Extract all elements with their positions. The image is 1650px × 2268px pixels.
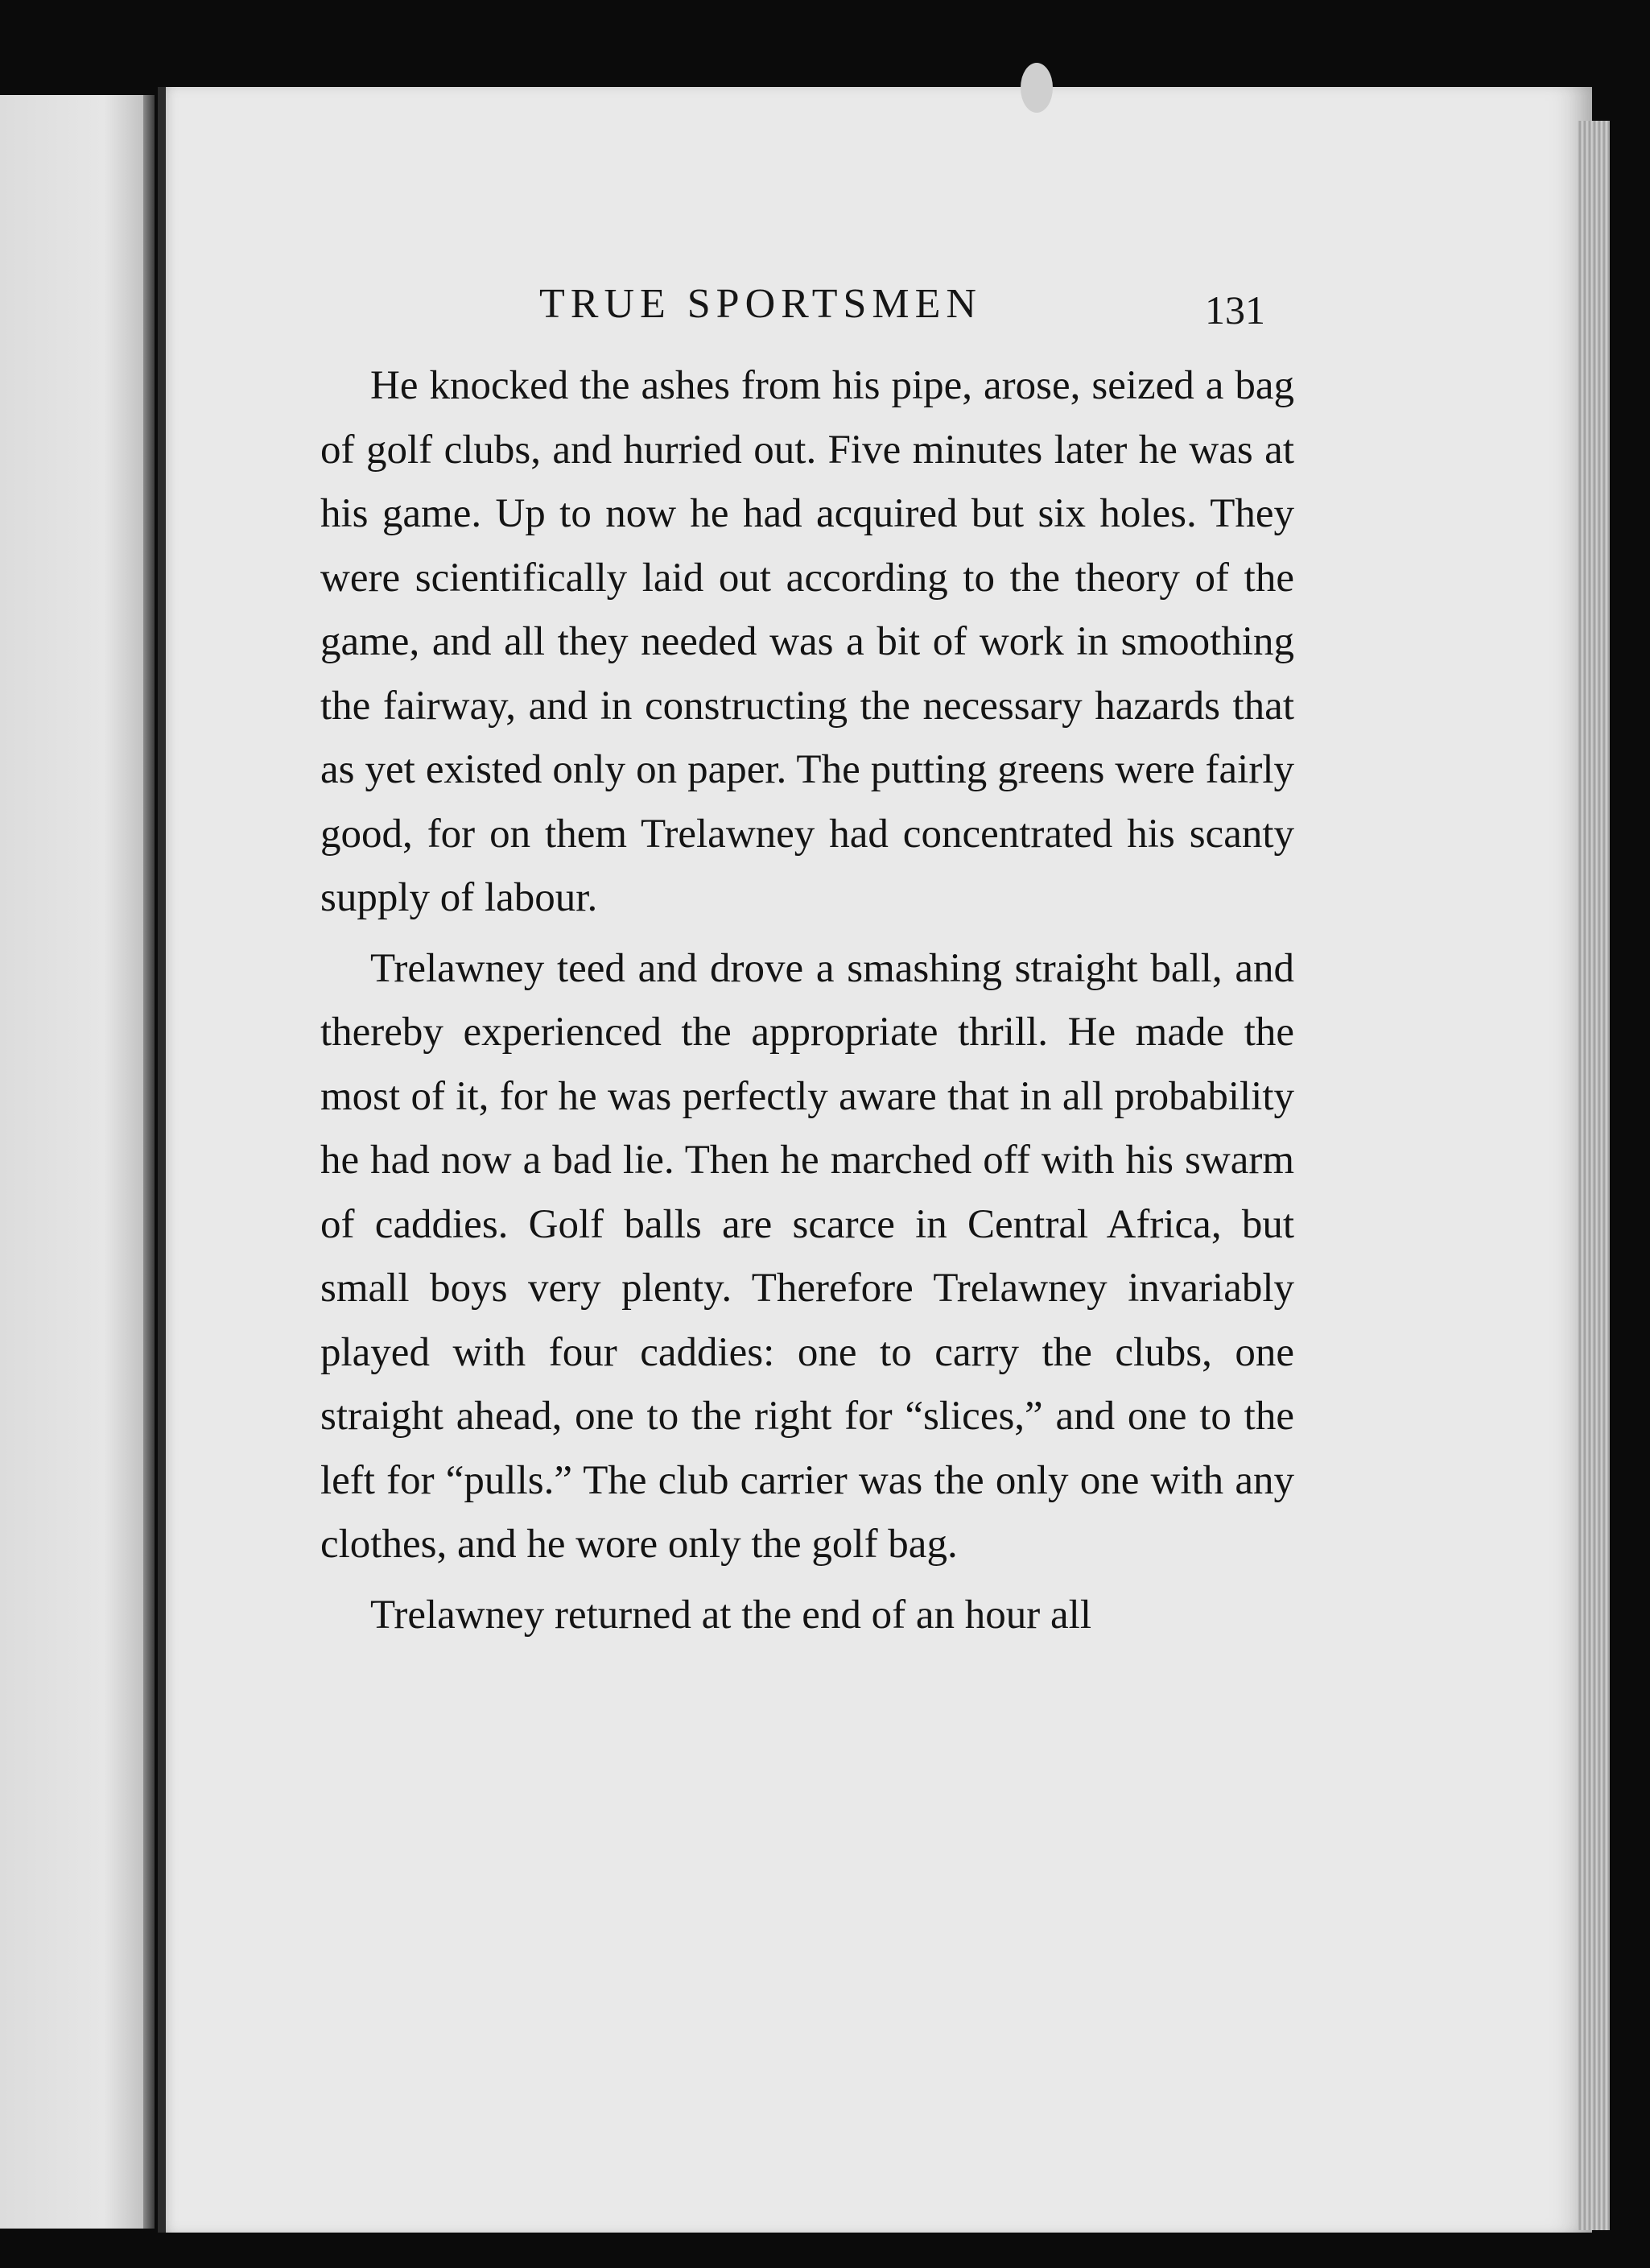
paragraph: He knocked the ashes from his pipe, arose, seized a bag of golf clubs, and hurried out. Five minutes later he was at his game. Up to now he had acquired but six holes. They were scientifically laid out according to the theory of the game, and all they needed was a bit of work in smoothing the fairway, and in constructing the necessary hazards that as yet existed only on paper. The putting greens were fairly good, for on them Trelawney had concentrated his scanty supply of labour. <box>320 363 1294 920</box>
running-head: TRUE SPORTSMEN <box>539 281 982 327</box>
binding-edge <box>158 87 166 2233</box>
paragraph: Trelawney teed and drove a smashing straight ball, and thereby experienced the appropriate thrill. He made the most of it, for he was perfectly aware that in all probability he had now a bad lie. Then he marched off with his swarm of caddies. Golf balls are scarce in Central Africa, but small boys very plenty. Therefore Trelawney invariably played with four caddies: one to carry the clubs, one straight ahead, one to the right for “slices,” and one to the left for “pulls.” The club carrier was the only one with any clothes, and he wore only the golf bag. <box>320 945 1294 1567</box>
body-text <box>320 354 1294 1654</box>
page-fore-edge <box>1578 121 1610 2230</box>
paragraph: Trelawney returned at the end of an hour all <box>370 1592 1091 1638</box>
facing-page-edge <box>0 95 149 2229</box>
paper-blemish <box>1021 63 1053 113</box>
page-gutter-shadow <box>143 95 155 2229</box>
page-number: 131 <box>1205 287 1265 333</box>
